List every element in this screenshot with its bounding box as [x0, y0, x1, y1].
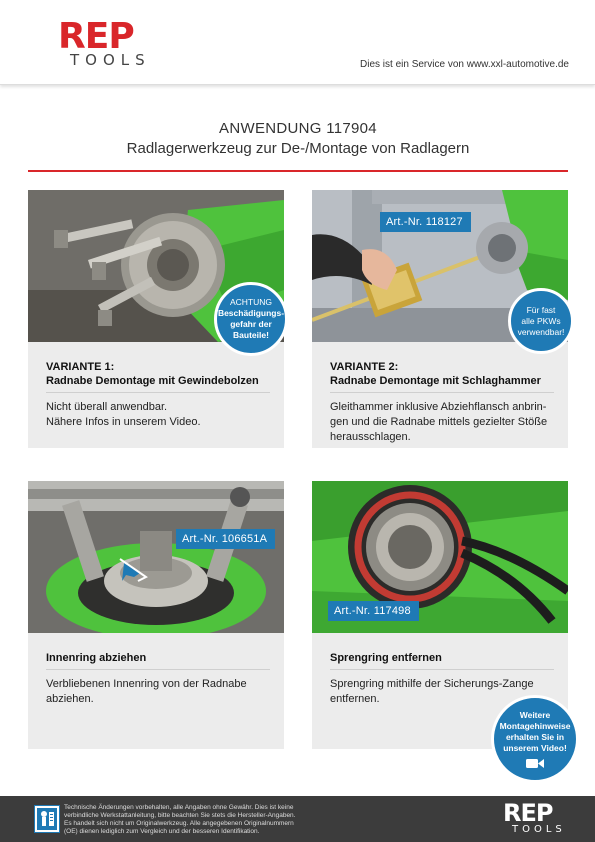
- card-heading-line-1: VARIANTE 2:: [330, 361, 399, 373]
- title-line-1: ANWENDUNG 117904: [219, 120, 377, 137]
- compatibility-badge: [508, 288, 574, 354]
- card-heading-line-2: Radnabe Demontage mit Gewindebolzen: [46, 375, 259, 387]
- article-number-label: Art.-Nr. 106651A: [176, 529, 275, 549]
- card-heading: Sprengring entfernen: [330, 652, 442, 664]
- page-footer: [0, 796, 595, 842]
- badge-line: Weitere: [519, 709, 551, 720]
- card-body-line: abziehen.: [46, 693, 94, 705]
- footer-logo[interactable]: [503, 799, 566, 835]
- disclaimer-line: verbindliche Werkstattanleitung, bitte beachten Sie stets die Hersteller-Angaben.: [64, 812, 296, 819]
- badge-line: ACHTUNG: [229, 297, 273, 307]
- card-body-line: Sprengring mithilfe der Sicherungs-Zange: [330, 678, 534, 690]
- card-innenring: [28, 481, 284, 749]
- card-heading-line-1: VARIANTE 1:: [46, 361, 115, 373]
- footer-logo-tools: TOOLS: [512, 824, 566, 835]
- card-body-line: Nicht überall anwendbar.: [46, 401, 168, 413]
- card-body-line: entfernen.: [330, 693, 380, 705]
- card-heading: Innenring abziehen: [46, 652, 147, 664]
- video-hint-badge[interactable]: [491, 695, 579, 783]
- badge-line: gefahr der: [230, 319, 272, 329]
- badge-line: Beschädigungs-: [217, 308, 285, 318]
- card-separator: [46, 392, 270, 393]
- card-variante-2: [312, 190, 568, 448]
- disclaimer-line: Es handelt sich nicht um Originalwerkzeug. Alle angegebenen Originalnummern: [64, 820, 294, 827]
- service-text[interactable]: Dies ist ein Service von www.xxl-automotive.de: [360, 59, 569, 70]
- legal-disclaimer: [64, 804, 324, 836]
- card-variante-1: [28, 190, 284, 448]
- video-camera-icon: [526, 758, 544, 769]
- title-line-2: Radlagerwerkzeug zur De-/Montage von Radlagern: [126, 140, 470, 157]
- logo-tools-text: TOOLS: [70, 51, 151, 69]
- badge-line: alle PKWs: [521, 315, 561, 326]
- article-number-label: Art.-Nr. 117498: [328, 601, 419, 621]
- logo-rep-text: REP: [58, 16, 134, 57]
- card-separator: [330, 669, 554, 670]
- badge-line: Bauteile!: [233, 330, 269, 340]
- card-body: [46, 400, 274, 430]
- badge-line: verwendbar!: [517, 326, 565, 337]
- badge-line: Montagehinweise: [499, 720, 571, 731]
- card-separator: [46, 669, 270, 670]
- page-header: [0, 0, 595, 85]
- disclaimer-line: (OE) dienen lediglich zum Vergleich und der besseren Identifikation.: [64, 828, 260, 835]
- card-heading-line-2: Radnabe Demontage mit Schlaghammer: [330, 375, 541, 387]
- disclaimer-line: Technische Änderungen vorbehalten, alle Angaben ohne Gewähr. Dies ist keine: [64, 804, 294, 811]
- card-body-line: gen und die Radnabe mittels gezielter Stöße: [330, 416, 548, 428]
- rep-tools-logo[interactable]: [58, 16, 151, 69]
- badge-line: Für fast: [526, 304, 556, 315]
- badge-line: erhalten Sie in: [505, 731, 565, 742]
- card-body: [46, 677, 274, 707]
- footer-logo-rep: REP: [503, 799, 553, 827]
- workshop-manual-icon: [34, 805, 60, 833]
- card-body-line: Verbliebenen Innenring von der Radnabe: [46, 678, 247, 690]
- title-divider: [28, 170, 568, 172]
- article-number-label: Art.-Nr. 118127: [380, 212, 471, 232]
- card-body-line: herausschlagen.: [330, 431, 411, 443]
- card-body-line: Gleithammer inklusive Abziehflansch anbrin-: [330, 401, 547, 413]
- badge-line: unserem Video!: [503, 742, 567, 753]
- card-body: [330, 400, 558, 445]
- document-title: [28, 120, 568, 157]
- card-body-line: Nähere Infos in unserem Video.: [46, 416, 201, 428]
- card-separator: [330, 392, 554, 393]
- photo-inner-ring-puller: [28, 481, 284, 633]
- warning-badge: [214, 282, 288, 356]
